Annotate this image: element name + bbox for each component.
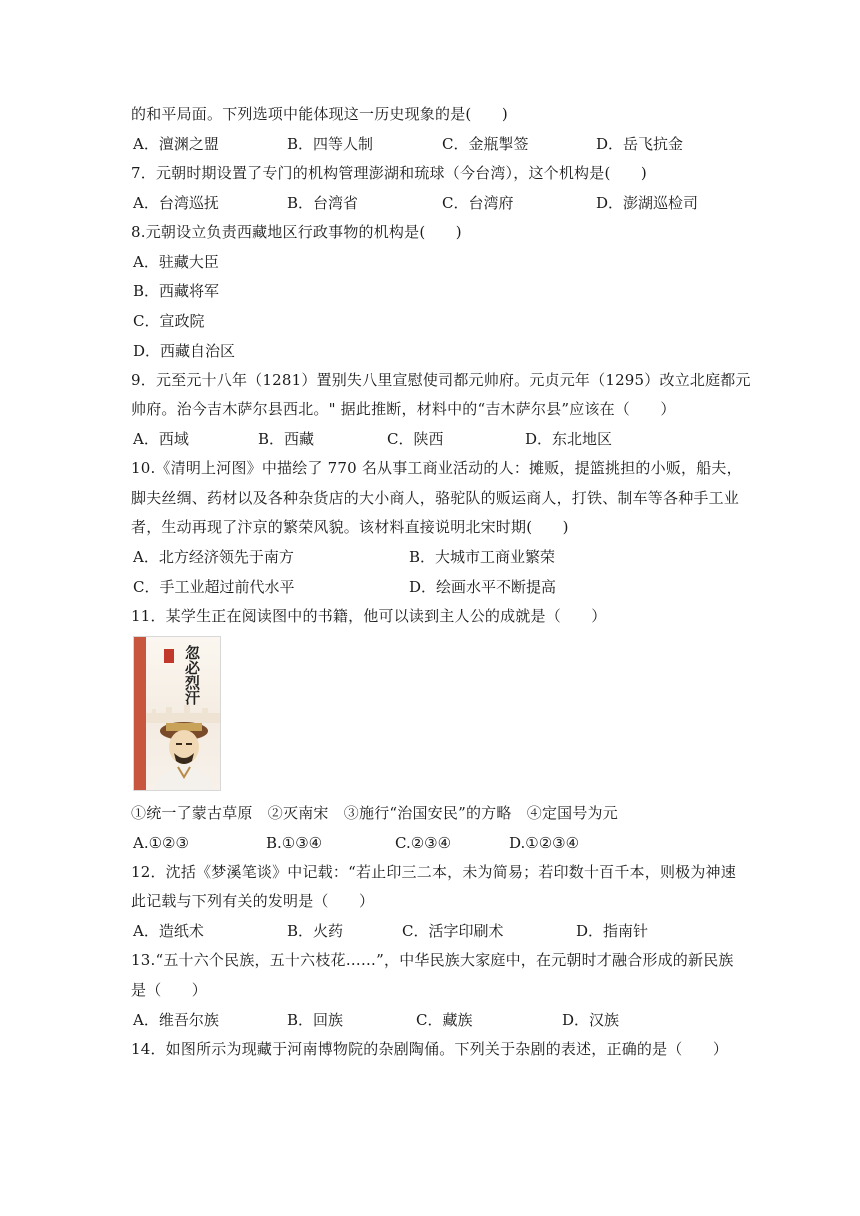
question-12-line-1: 12．沈括《梦溪笔谈》中记载：“若止印三二本，未为简易；若印数十百千本，则极为神速 <box>131 863 736 881</box>
option-10a: A．北方经济领先于南方 <box>133 548 294 566</box>
question-10-line-3: 者，生动再现了汴京的繁荣风貌。该材料直接说明北宋时期( ) <box>131 518 569 536</box>
option-8b: B．西藏将军 <box>133 282 220 300</box>
option-11c: C.②③④ <box>395 834 452 852</box>
option-9c: C．陕西 <box>387 430 444 448</box>
question-9-line-1: 9．元至元十八年（1281）置别失八里宣慰使司都元帅府。元贞元年（1295）改立北庭都元 <box>131 371 751 389</box>
question-11-items: ①统一了蒙古草原 ②灭南宋 ③施行“治国安民”的方略 ④定国号为元 <box>131 804 618 822</box>
option-11a: A.①②③ <box>133 834 189 852</box>
option-13a: A．维吾尔族 <box>133 1011 219 1029</box>
option-8c: C．宣政院 <box>133 312 205 330</box>
option-12d: D．指南针 <box>576 922 649 940</box>
question-8: 8.元朝设立负责西藏地区行政事物的机构是( ) <box>131 223 462 241</box>
option-9b: B．西藏 <box>258 430 315 448</box>
option-9d: D．东北地区 <box>525 430 613 448</box>
option-8a: A．驻藏大臣 <box>133 253 219 271</box>
option-13b: B．回族 <box>287 1011 344 1029</box>
question-13-line-2: 是（ ） <box>131 981 208 999</box>
option-7c: C．台湾府 <box>442 194 514 212</box>
option-13d: D．汉族 <box>562 1011 620 1029</box>
question-10-line-2: 脚夫丝绸、药材以及各种杂货店的大小商人，骆驼队的贩运商人，打铁、制车等各种手工业 <box>131 489 740 507</box>
question-6-stem-end: 的和平局面。下列选项中能体现这一历史现象的是( ) <box>131 105 508 123</box>
question-7: 7．元朝时期设置了专门的机构管理澎湖和琉球（今台湾），这个机构是( ) <box>131 164 647 182</box>
question-9-line-2: 帅府。治今吉木萨尔县西北。" 据此推断，材料中的“吉木萨尔县”应该在（ ） <box>131 400 676 418</box>
red-seal-icon <box>164 649 174 663</box>
option-6a: A．澶渊之盟 <box>133 135 219 153</box>
option-11d: D.①②③④ <box>509 834 580 852</box>
option-7d: D．澎湖巡检司 <box>596 194 699 212</box>
option-6c: C．金瓶掣签 <box>442 135 529 153</box>
option-12c: C．活字印刷术 <box>402 922 504 940</box>
book-cover-image <box>133 636 221 791</box>
option-12a: A．造纸术 <box>133 922 204 940</box>
question-12-line-2: 此记载与下列有关的发明是（ ） <box>131 892 375 910</box>
option-6b: B．四等人制 <box>287 135 374 153</box>
option-8d: D．西藏自治区 <box>133 342 236 360</box>
option-10c: C．手工业超过前代水平 <box>133 578 295 596</box>
book-spine <box>134 637 146 790</box>
option-10d: D．绘画水平不断提高 <box>409 578 557 596</box>
question-13-line-1: 13.“五十六个民族，五十六枝花……”，中华民族大家庭中，在元朝时才融合形成的新民族 <box>131 951 734 969</box>
question-10-line-1: 10.《清明上河图》中描绘了 770 名从事工商业活动的人：摊贩，提篮挑担的小贩，船夫， <box>131 459 742 477</box>
option-12b: B．火药 <box>287 922 344 940</box>
option-11b: B.①③④ <box>266 834 323 852</box>
option-7a: A．台湾巡抚 <box>133 194 219 212</box>
option-9a: A．西域 <box>133 430 189 448</box>
option-6d: D．岳飞抗金 <box>596 135 684 153</box>
option-13c: C．藏族 <box>416 1011 473 1029</box>
book-title: 忽必烈汗 <box>183 645 201 705</box>
question-11: 11．某学生正在阅读图中的书籍，他可以读到主人公的成就是（ ） <box>131 607 607 625</box>
option-7b: B．台湾省 <box>287 194 359 212</box>
khan-portrait-icon <box>152 715 216 790</box>
question-14: 14．如图所示为现藏于河南博物院的杂剧陶俑。下列关于杂剧的表述，正确的是（ ） <box>131 1040 729 1058</box>
option-10b: B．大城市工商业繁荣 <box>409 548 556 566</box>
